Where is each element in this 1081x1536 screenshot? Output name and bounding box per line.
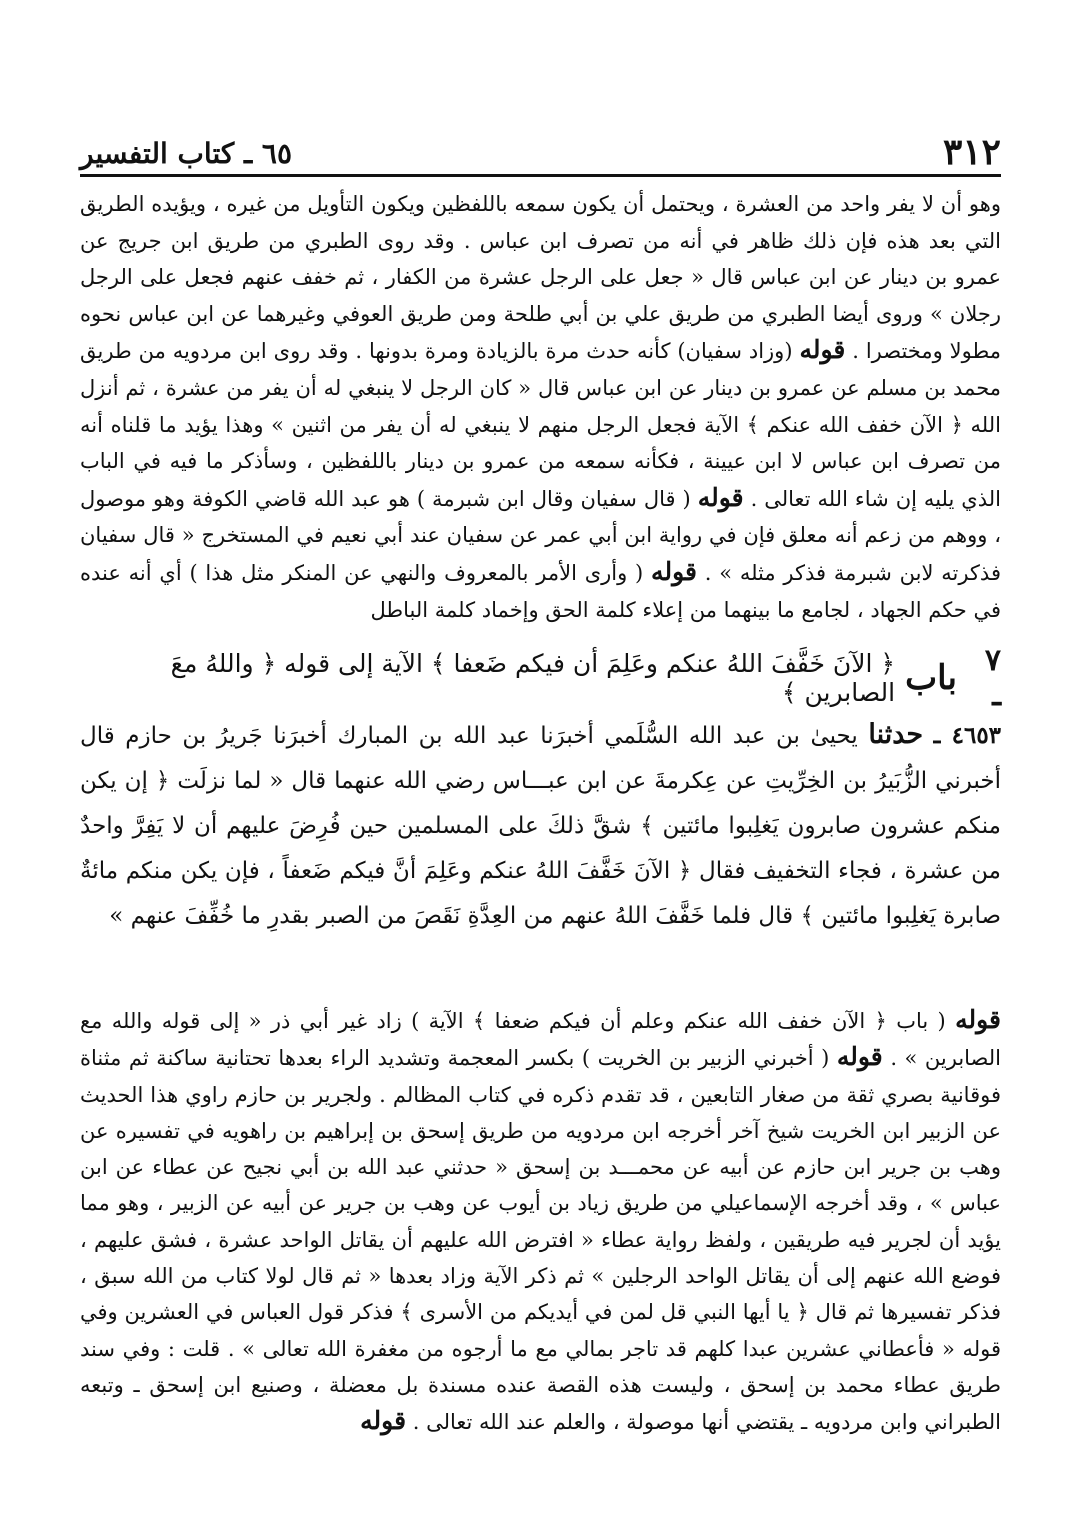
hadith-text: يحيىٰ بن عبد الله السُّلَمي أخبرَنا عبد الله بن المبارك أخبرَنا جَريرُ بن حازم قال أخبرني الزُّبَيرُ بن الخِرِّيتِ عن عِكرمةَ عن ابن عبـــاس رضي الله عنهما قال « لما نزلَت ﴿ إن يكن منكم عشرون صابرون يَغلِبوا مائتين ﴾ شقَّ ذلكَ على المسلمين حين فُرِضَ عليهم أن لا يَفِرَّ واحدٌ من عشرة ، فجاء التخفيف فقال ﴿ الآنَ خَفَّفَ اللهُ عنكم وعَلِمَ أنَّ فيكم ضَعفاً ، فإن يكن منكم مائةٌ صابرة يَغلِبوا مائتين ﴾ قال فلما خَفَّفَ اللهُ عنهم من العِدَّةِ نَقَصَ من الصبر بقدرِ ما خُفِّفَ عنهم »	[80, 723, 1001, 929]
chapter-number: ٧ ـ	[984, 643, 1001, 713]
qawluhu-marker: قوله	[836, 1042, 883, 1072]
commentary-text: وهو أن لا يفر واحد من العشرة ، ويحتمل أن يكون سمعه باللفظين ويكون التأويل من غيره ، ويؤيده الطريق التي بعد هذه فإن ذلك ظاهر في أنه من تصرف ابن عباس . وقد روى الطبري من طريق ابن جريج عن عمرو بن دينار عن ابن عباس قال « جعل على الرجل عشرة من الكفار ، ثم خفف عنهم فجعل على الرجل رجلان » وروى أيضا الطبري من طريق علي بن أبي طلحة ومن طريق العوفي وغيرهما عن ابن عباس نحوه مطولا ومختصرا .	[80, 192, 1001, 364]
qawluhu-marker: قوله	[799, 335, 846, 365]
qawluhu-marker: قوله	[697, 482, 744, 512]
commentary-top	[80, 186, 1001, 628]
qawluhu-marker: قوله	[955, 1005, 1001, 1034]
commentary-text: ( أخبرني الزبير بن الخريت ) بكسر المعجمة وتشديد الراء بعدها تحتانية ساكنة ثم مثناة فوقانية بصري ثقة من صغار التابعين ، قد تقدم ذكره في كتاب المظالم . ولجرير بن حازم راوي هذا الحديث عن الزبير ابن الخريت شيخ آخر أخرجه ابن مردويه من طريق إسحق بن إبراهيم بن راهويه في تفسيره عن وهب بن جرير ابن حازم عن أبيه عن محمـــد بن إسحق « حدثني عبد الله بن أبي نجيح عن عطاء عن ابن عباس » ، وقد أخرجه الإسماعيلي من طريق زياد بن أيوب عن وهب بن جرير عن أبيه عن الزبير ، وهو مما يؤيد أن لجرير فيه طريقين ، ولفظ رواية عطاء « افترض الله عليهم أن يقاتل الواحد عشرة ، فشق عليهم ، فوضع الله عنهم إلى أن يقاتل الواحد الرجلين » ثم ذكر الآية وزاد بعدها « ثم قال لولا كتاب من الله سبق ، فذكر تفسيرها ثم قال ﴿ يا أيها النبي قل لمن في أيديكم من الأسرى ﴾ فذكر قول العباس في العشرين وفي قوله « فأعطاني عشرين عبدا كلهم قد تاجر بمالي مع ما أرجوه من مغفرة الله تعالى » . قلت : وفي سند طريق عطاء محمد بن إسحق ، وليست هذه القصة عنده مسندة بل معضلة ، وصنيع ابن إسحق ـ وتبعه الطبراني وابن مردويه ـ يقتضي أنها موصولة ، والعلم عند الله تعالى .	[80, 1046, 1001, 1435]
qawluhu-marker: قوله	[360, 1406, 407, 1436]
book-title: ٦٥ ـ كتاب التفسير	[80, 137, 292, 170]
haddathana-marker: حدثنا	[868, 719, 924, 750]
page-header	[80, 128, 1001, 177]
hadith-block	[80, 712, 1001, 939]
commentary-text: (وزاد سفيان) كأنه حدث مرة بالزيادة ومرة بدونها . وقد روى ابن مردويه من طريق محمد بن مسلم عن عمرو بن دينار عن ابن عباس قال « كان الرجل لا ينبغي له أن يفر من عشرة ، ثم أنزل الله ﴿ الآن خفف الله عنكم ﴾ الآية فجعل الرجل منهم لا ينبغي له أن يفر من اثنين » وهذا يؤيد ما قلناه أنه من تصرف ابن عباس لا ابن عيينة ، فكأنه سمعه من عمرو بن دينار باللفظين ، وسأذكر ما فيه في الباب الذي يليه إن شاء الله تعالى .	[80, 339, 1001, 511]
commentary-text: ( باب ﴿ الآن خفف الله عنكم وعلم أن فيكم ضعفا ﴾ الآية ) زاد غير أبي ذر « إلى قوله والله مع الصابرين » .	[80, 1009, 1002, 1071]
hadith-number: ٤٦٥٣ ـ	[933, 722, 1002, 749]
commentary-bottom	[80, 1002, 1001, 1441]
qawluhu-marker: قوله	[651, 556, 697, 586]
chapter-heading	[80, 643, 1001, 713]
page-number: ٣١٢	[942, 131, 1001, 173]
commentary-text: ( وأرى الأمر بالمعروف والنهي عن المنكر مثل هذا ) أي أنه عنده في حكم الجهاد ، لجامع ما بينهما من إعلاء كلمة الحق وإخماد كلمة الباطل	[80, 560, 1001, 622]
chapter-title: ﴿ الآنَ خَفَّفَ اللهُ عنكم وعَلِمَ أن فيكم ضَعفا ﴾ الآية إلى قوله ﴿ واللهُ معَ الصابرين ﴾	[170, 649, 896, 707]
commentary-text: ( قال سفيان وقال ابن شبرمة ) هو عبد الله قاضي الكوفة وهو موصول ، ووهم من زعم أنه معلق فإن في رواية ابن أبي عمر عن سفيان عند أبي نعيم في المستخرج « قال سفيان فذكرته لابن شبرمة فذكر مثله » .	[80, 486, 1001, 585]
chapter-word: باب	[905, 658, 957, 698]
